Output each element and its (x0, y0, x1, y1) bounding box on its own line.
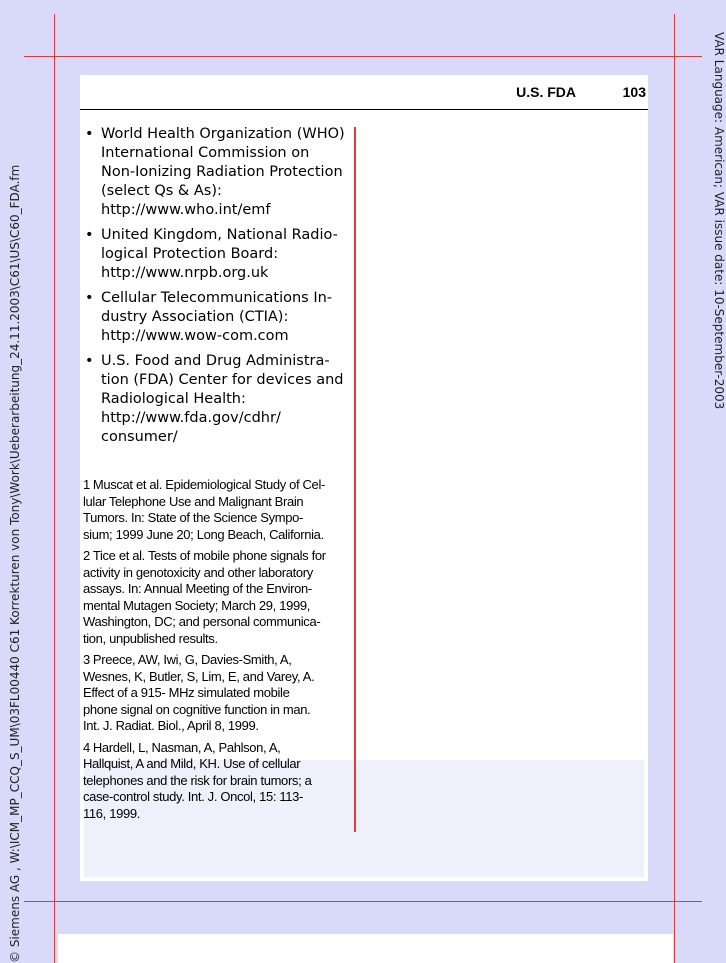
url-link[interactable]: consumer/ (101, 429, 178, 445)
filepath-text: © Siemens AG , W:\ICM_MP_CCQ_S_UM\03FL00440 C61 Korrekturen von Tony\Work\Ueberarbeitung_24.11.2003\C61\US\C60_FDA.fm (8, 164, 22, 963)
page-number: 103 (622, 84, 646, 100)
footnote: 4 Hardell, L, Nasman, A, Pahlson, A, Hallquist, A and Mild, KH. Use of cellular telephones and the risk for brain tumors; a case-control study. Int. J. Oncol, 15: 113- 116, 1999. (83, 739, 312, 821)
footnotes (83, 477, 351, 827)
running-title: U.S. FDA (516, 84, 576, 100)
footnote: 1 Muscat et al. Epidemiological Study of Cel- lular Telephone Use and Malignant Brain Tumors. In: State of the Science Sympo- sium; 1999 June 20; Long Beach, California. (83, 477, 325, 542)
footnote-number: 1 (83, 477, 90, 492)
list-item: • United Kingdom, National Radio- logical Protection Board: http://www.nrpb.org.uk (83, 226, 353, 283)
list-item: • Cellular Telecommunications In- dustry Association (CTIA): http://www.wow-com.com (83, 289, 353, 346)
crop-line-left (54, 14, 55, 963)
crop-line-right (674, 14, 675, 963)
url-link[interactable]: http://www.fda.gov/cdhr/ (101, 410, 281, 426)
url-link[interactable]: http://www.wow-com.com (101, 328, 289, 344)
language-info-text: VAR Language: American; VAR issue date: 10-September-2003 (712, 32, 726, 410)
crop-line-bottom (24, 901, 702, 902)
column-rule (354, 127, 356, 832)
crop-line-top (24, 56, 702, 57)
footnote: 3 Preece, AW, Iwi, G, Davies-Smith, A, Wesnes, K, Butler, S, Lim, E, and Varey, A. Effect of a 915- MHz simulated mobile phone signal on cognitive function in man. Int. J. Radiat. Biol., April 8, 1999. (83, 652, 315, 733)
resource-list (83, 125, 353, 453)
left-margin-filepath (0, 0, 22, 963)
list-item: • U.S. Food and Drug Administra- tion (FDA) Center for devices and Radiological Health: http://www.fda.gov/cdhr/ consumer/ (83, 352, 353, 447)
right-margin-info (712, 0, 726, 963)
url-link[interactable]: http://www.who.int/emf (101, 202, 271, 218)
footnote-number: 3 (83, 652, 90, 667)
list-item: • World Health Organization (WHO) International Commission on Non-Ionizing Radiation Protection (select Qs & As): http://www.who.int/emf (83, 125, 353, 220)
page-header (80, 75, 648, 110)
url-link[interactable]: http://www.nrpb.org.uk (101, 265, 269, 281)
footnote-number: 2 (83, 548, 90, 563)
next-page-edge (58, 934, 673, 963)
footnote: 2 Tice et al. Tests of mobile phone signals for activity in genotoxicity and other laboratory assays. In: Annual Meeting of the Environ- mental Mutagen Society; March 29, 1999, Washington, DC; and personal communica- tion, unpublished results. (83, 548, 326, 646)
footnote-number: 4 (83, 739, 90, 755)
